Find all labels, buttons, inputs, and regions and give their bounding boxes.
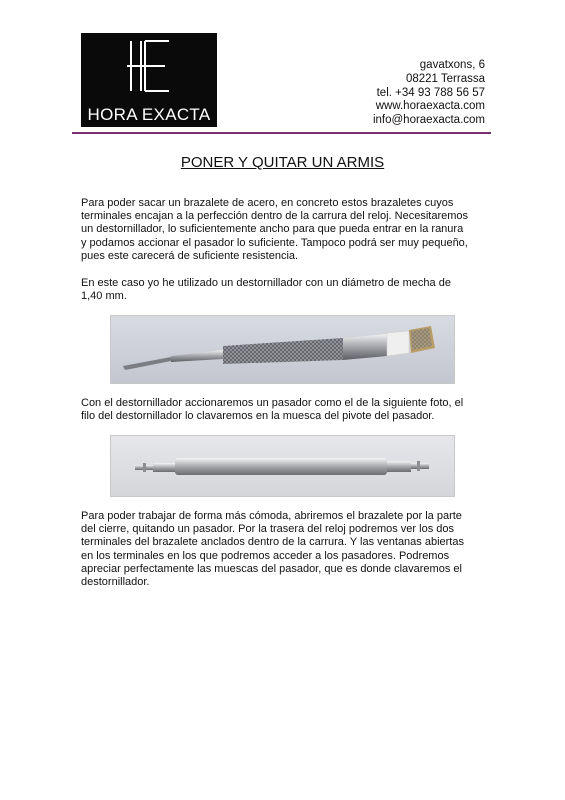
address-street: gavatxons, 6 [419, 59, 485, 71]
screwdriver-paragraph [81, 277, 491, 303]
header-divider [72, 132, 491, 134]
paragraph-line: 1,40 mm. [81, 290, 127, 303]
paragraph-line: del cierre, quitando un pasador. Por la trasera del reloj podremos ver los dos [81, 523, 454, 536]
intro-paragraph [81, 197, 491, 263]
paragraph-line: pues este carecerá de suficiente resistencia. [81, 249, 299, 262]
document-title: PONER Y QUITAR UN ARMIS [180, 154, 385, 171]
paragraph-line: En este caso yo he utilizado un destornillador con un diámetro de mecha de [81, 277, 451, 289]
paragraph-line: Con el destornillador accionaremos un pasador como el de la siguiente foto, el [81, 397, 464, 409]
paragraph-line: apreciar perfectamente las muescas del pasador, que es donde clavaremos el [81, 562, 462, 575]
paragraph-line: destornillador. [81, 576, 150, 589]
address-city: 08221 Terrassa [405, 72, 485, 85]
paragraph-line: terminales encajan a la perfección dentro de la carrura del reloj. Necesitaremos [81, 210, 469, 223]
paragraph-line: terminales del brazalete anclados dentro de la carrura. Y las ventanas abiertas [81, 536, 464, 549]
paragraph-line: un destornillador, lo suficientemente ancho para que pueda entrar en la ranura [81, 223, 464, 236]
paragraph-line: Para poder sacar un brazalete de acero, en concreto estos brazaletes cuyos [81, 197, 454, 209]
procedure-paragraph [81, 510, 491, 589]
pin-paragraph [81, 397, 491, 423]
screwdriver-photo [110, 315, 455, 384]
company-logo [81, 33, 217, 127]
website-link[interactable]: www.horaexacta.com [375, 100, 485, 113]
contact-block [373, 59, 485, 128]
paragraph-line: Para poder trabajar de forma más cómoda, abriremos el brazalete por la parte [81, 510, 462, 522]
phone-number: tel. +34 93 788 56 57 [376, 86, 485, 99]
logo-text: HORA EXACTA [87, 105, 211, 124]
spring-bar-photo [110, 435, 455, 497]
paragraph-line: y podamos accionar el pasador lo suficiente. Tampoco podrá ser muy pequeño, [81, 236, 468, 249]
paragraph-line: en los terminales en los que podremos acceder a los pasadores. Podremos [81, 549, 450, 562]
paragraph-line: filo del destornillador lo clavaremos en la muesca del pivote del pasador. [81, 410, 435, 423]
email-link[interactable]: info@horaexacta.com [372, 114, 485, 127]
